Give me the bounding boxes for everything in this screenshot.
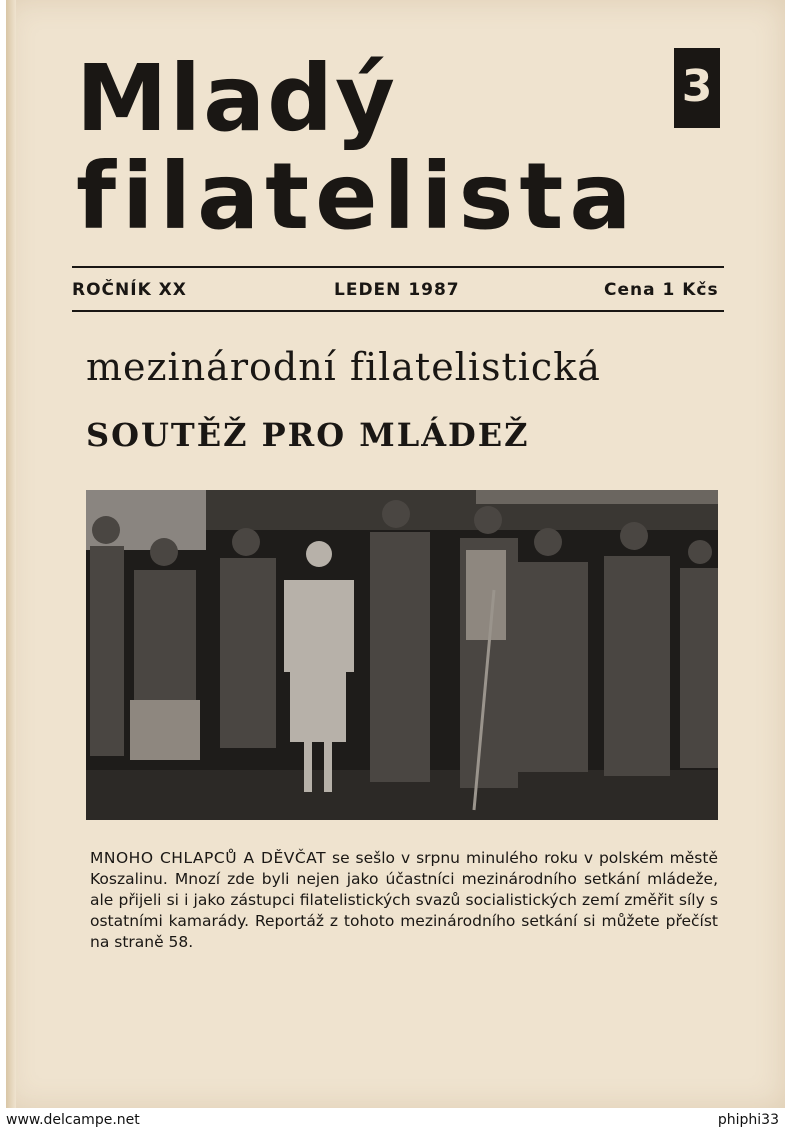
group-photo-illustration	[86, 490, 718, 820]
volume-label: ROČNÍK XX	[72, 280, 187, 300]
issue-number-badge: 3	[674, 48, 720, 128]
watermark-right: phiphi33	[717, 1112, 779, 1128]
headline-line-2: SOUTĚŽ PRO MLÁDEŽ	[86, 416, 530, 454]
caption-text: se sešlo v srpnu minulého roku v polském městě Koszalinu. Mnozí zde byli nejen jako účastníci mezinárodního setkání mládeže, ale přijeli si i jako zástupci filatelistických svazů socialistických zemí změřit síly s ostatními kamarády. Reportáž z tohoto mezinárodního setkání si můžete přečíst na straně 58.	[90, 849, 718, 951]
masthead-rule-top	[72, 266, 724, 268]
cover-caption	[90, 848, 718, 953]
cover-photo	[86, 490, 718, 820]
headline-line-1: mezinárodní filatelistická	[86, 345, 601, 389]
title-line-1: Mladý	[76, 45, 397, 152]
magazine-title	[76, 45, 638, 250]
page-spine	[6, 0, 16, 1108]
caption-lead: MNOHO CHLAPCŮ A DĚVČAT	[90, 849, 327, 867]
price-label: Cena 1 Kčs	[604, 280, 719, 300]
title-line-2: filatelista	[76, 143, 638, 250]
magazine-cover	[6, 0, 785, 1108]
issue-date: LEDEN 1987	[334, 280, 460, 300]
watermark-left: www.delcampe.net	[6, 1112, 140, 1128]
masthead-rule-bottom	[72, 310, 724, 312]
